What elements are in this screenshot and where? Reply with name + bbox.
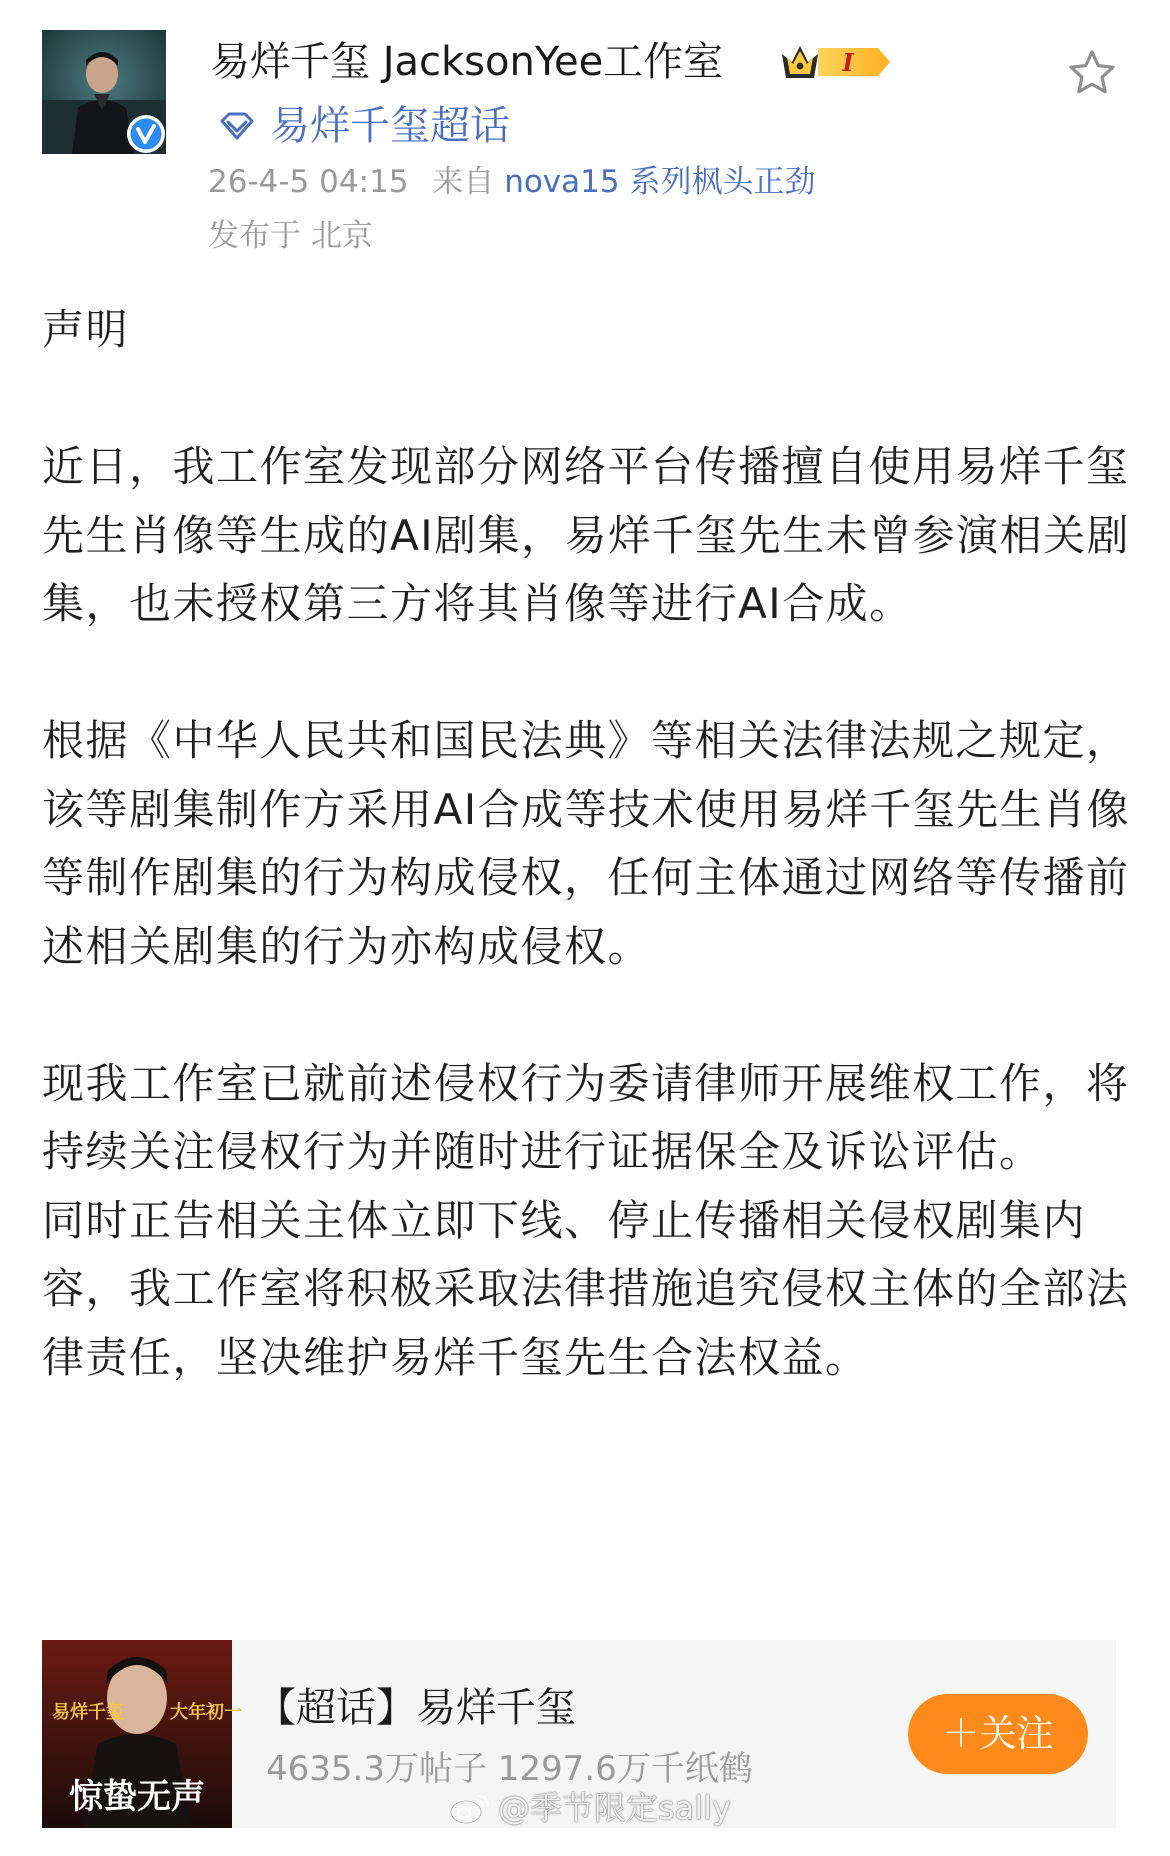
- vip-crown-badge-icon[interactable]: [778, 40, 894, 84]
- cover-title: 惊蛰无声: [69, 1777, 205, 1817]
- paragraph-gap: [42, 981, 1132, 1050]
- post-meta: [208, 158, 815, 206]
- paragraph-gap: [42, 639, 1132, 708]
- topic-card-title: 【超话】易烊千玺: [256, 1685, 576, 1731]
- watermark: [448, 1786, 731, 1830]
- topic-cover-image: [42, 1640, 242, 1828]
- post-title: 声明: [42, 305, 130, 354]
- post-paragraph-4: 同时正告相关主体立即下线、停止传播相关侵权剧集内容，我工作室将积极采取法律措施追究侵权主体的全部法律责任，坚决维护易烊千玺先生合法权益。: [42, 1195, 1130, 1382]
- post-location: 发布于 北京: [208, 218, 373, 254]
- source-prefix: 来自: [432, 164, 495, 200]
- user-name[interactable]: 易烊千玺 JacksonYee工作室: [210, 39, 724, 85]
- favorite-star-icon[interactable]: [1066, 48, 1118, 98]
- post-paragraph-3: 现我工作室已就前述侵权行为委请律师开展维权工作，将持续关注侵权行为并随时进行证据保全及诉讼评估。: [42, 1058, 1130, 1176]
- super-topic-link[interactable]: [218, 100, 510, 152]
- post-paragraph-2: 根据《中华人民共和国民法典》等相关法律法规之规定，该等剧集制作方采用AI合成等技术使用易烊千玺先生肖像等制作剧集的行为构成侵权，任何主体通过网络等传播前述相关剧集的行为亦构成侵权。: [42, 716, 1131, 971]
- vip-level-text: I: [842, 48, 854, 77]
- cover-text-right: 大年初一: [170, 1702, 242, 1723]
- weibo-logo-icon: [448, 1790, 492, 1826]
- post-paragraph-1: 近日，我工作室发现部分网络平台传播擅自使用易烊千玺先生肖像等生成的AI剧集，易烊千玺先生未曾参演相关剧集，也未授权第三方将其肖像等进行AI合成。: [42, 442, 1131, 628]
- topic-card-stats: 4635.3万帖子 1297.6万千纸鹤: [266, 1749, 753, 1789]
- watermark-text: @季节限定sally: [498, 1789, 732, 1827]
- verified-badge-icon: [126, 114, 166, 154]
- paragraph-gap: [42, 365, 1132, 434]
- post-timestamp: 26-4-5 04:15: [208, 164, 409, 200]
- device-link[interactable]: nova15 系列枫头正劲: [504, 164, 816, 200]
- follow-button[interactable]: ＋关注: [908, 1694, 1088, 1774]
- post-body: [42, 296, 1132, 1392]
- super-topic-name: 易烊千玺超话: [270, 103, 510, 149]
- avatar[interactable]: [42, 30, 166, 154]
- cover-text-left: 易烊千玺: [52, 1702, 124, 1723]
- diamond-icon: [218, 111, 256, 141]
